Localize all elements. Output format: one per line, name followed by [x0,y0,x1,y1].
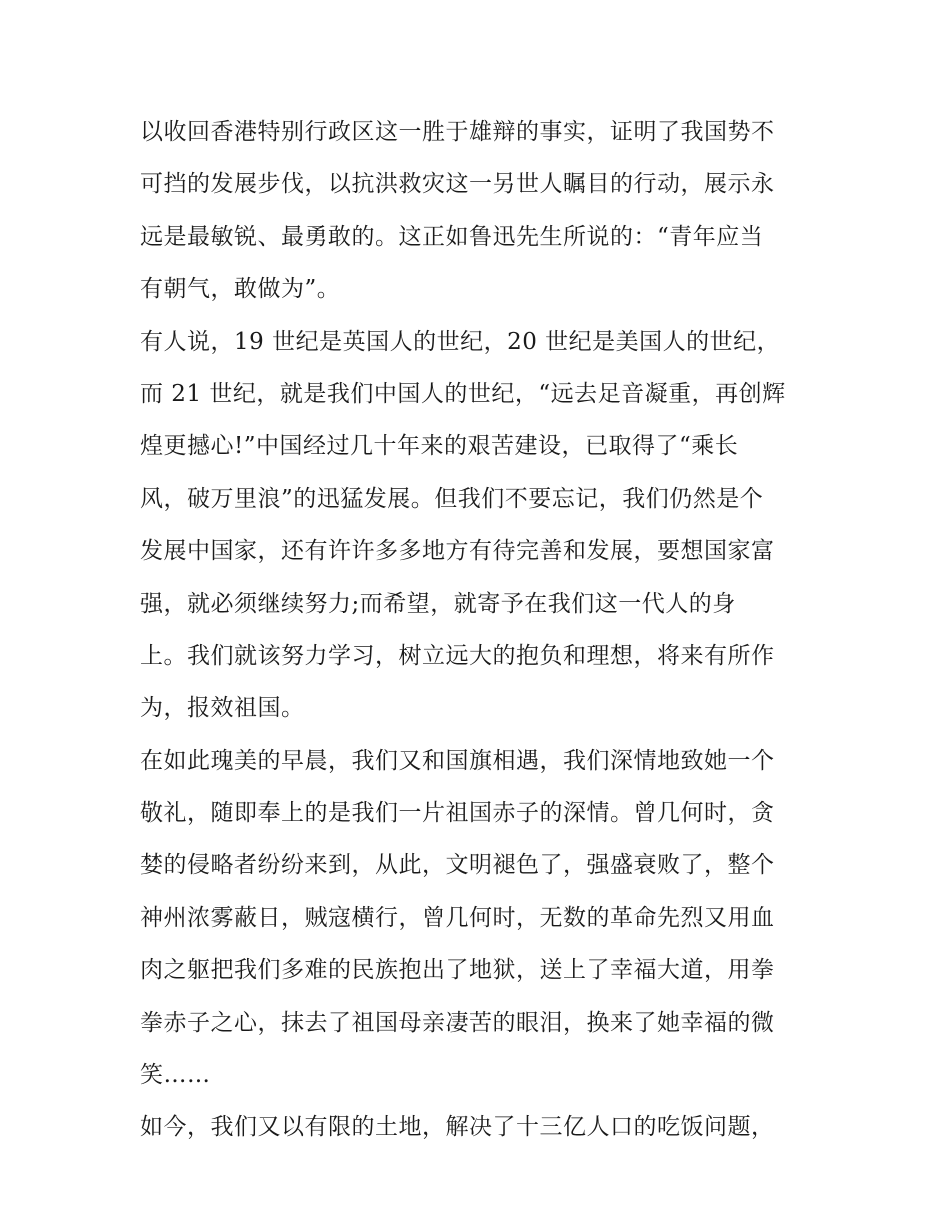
text-line: 笑…… [140,1062,211,1089]
text-line: 而 21 世纪，就是我们中国人的世纪，“远去足音凝重，再创辉 [140,380,786,407]
text-line: 肉之躯把我们多难的民族抱出了地狱，送上了幸福大道，用拳 [140,957,775,984]
text-line: 煌更撼心!”中国经过几十年来的艰苦建设，已取得了“乘长 [140,433,739,460]
text-line: 可挡的发展步伐，以抗洪救灾这一另世人瞩目的行动，展示永 [140,171,775,198]
text-line: 婪的侵略者纷纷来到，从此，文明褪色了，强盛衰败了，整个 [140,852,775,879]
text-line: 风，破万里浪”的迅猛发展。但我们不要忘记，我们仍然是个 [140,485,764,512]
text-line: 神州浓雾蔽日，贼寇横行，曾几何时，无数的革命先烈又用血 [140,904,775,931]
text-line: 如今，我们又以有限的土地，解决了十三亿人口的吃饭问题， [140,1114,775,1141]
text-line: 强，就必须继续努力;而希望，就寄予在我们这一代人的身 [140,590,736,617]
text-line: 敬礼，随即奉上的是我们一片祖国赤子的深情。曾几何时，贪 [140,800,775,827]
text-line: 拳赤子之心，抹去了祖国母亲凄苦的眼泪，换来了她幸福的微 [140,1009,775,1036]
text-line: 有朝气，敢做为”。 [140,276,341,303]
text-line: 在如此瑰美的早晨，我们又和国旗相遇，我们深情地致她一个 [140,747,775,774]
text-line: 发展中国家，还有许许多多地方有待完善和发展，要想国家富 [140,538,775,565]
text-line: 有人说，19 世纪是英国人的世纪，20 世纪是美国人的世纪， [140,328,781,355]
text-line: 以收回香港特别行政区这一胜于雄辩的事实，证明了我国势不 [140,119,775,145]
text-line: 上。我们就该努力学习，树立远大的抱负和理想，将来有所作 [140,642,775,669]
text-line: 远是最敏锐、最勇敢的。这正如鲁迅先生所说的：“青年应当 [140,223,764,250]
document-body [140,106,830,1154]
text-line: 为，报效祖国。 [140,695,305,722]
